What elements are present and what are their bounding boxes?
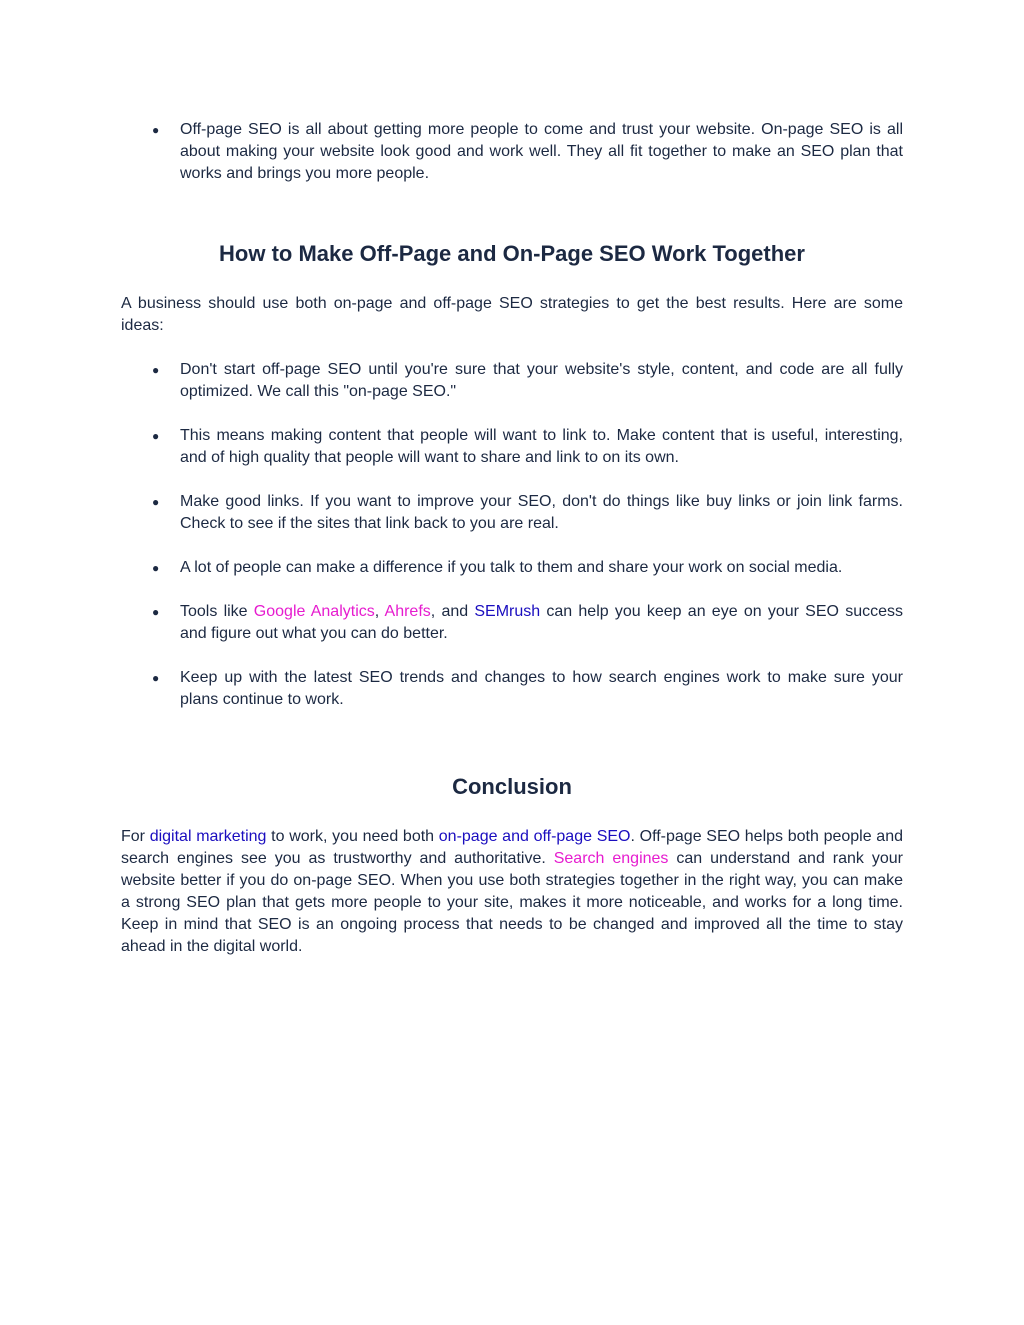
list-item <box>121 491 903 535</box>
conclusion-heading: Conclusion <box>452 774 572 799</box>
list-item <box>121 359 903 403</box>
list-item-text: This means making content that people will want to link to. Make content that is useful, interesting, and of high quality that people will want to share and link to on its own. <box>180 427 903 466</box>
list-item-text: Make good links. If you want to improve your SEO, don't do things like buy links or join link farms. Check to see if the sites that link back to you are real. <box>180 493 903 532</box>
list-item-text: Don't start off-page SEO until you're sure that your website's style, content, and code are all fully optimized. We call this "on-page SEO." <box>180 361 903 400</box>
text-run: . Off-page SEO helps both people and search engines see you as trustworthy and authoritative. <box>121 828 904 867</box>
link-ahrefs[interactable]: Ahrefs <box>384 603 431 620</box>
bullet-icon: ● <box>152 429 160 443</box>
link-google-analytics[interactable]: Google Analytics <box>253 603 375 620</box>
text-run: can understand and rank your website better if you do on-page SEO. When you use both strategies together in the right way, you can make a strong SEO plan that gets more people to your site, makes it more noticeable, and works for a long time. Keep in mind that SEO is an ongoing process that needs to be changed and improved all the time to stay ahead in the digital world. <box>121 850 904 955</box>
link-search-engines[interactable]: Search engines <box>553 850 669 867</box>
list-item <box>121 119 903 185</box>
text-run: Tools like <box>180 603 254 620</box>
list-item-text <box>180 603 903 642</box>
list-item <box>121 601 903 645</box>
section-intro: A business should use both on-page and off-page SEO strategies to get the best results. Here are some ideas: <box>121 295 903 334</box>
list-item-text: A lot of people can make a difference if you talk to them and share your work on social media. <box>180 559 843 576</box>
bullet-icon: ● <box>152 561 160 575</box>
list-item <box>121 425 903 469</box>
link-digital-marketing[interactable]: digital marketing <box>149 828 267 845</box>
section-heading: How to Make Off-Page and On-Page SEO Work Together <box>219 241 805 266</box>
list-item-text: Off-page SEO is all about getting more people to come and trust your website. On-page SEO is all about making your website look good and work well. They all fit together to make an SEO plan that works and brings you more people. <box>180 121 903 182</box>
list-item <box>121 667 903 711</box>
ideas-bullet-list <box>121 359 903 711</box>
text-run: can help you keep an eye on your SEO success and figure out what you can do better. <box>180 603 903 642</box>
bullet-icon: ● <box>152 671 160 685</box>
intro-bullet-list <box>121 119 903 185</box>
text-run: , <box>374 603 385 620</box>
text-run: to work, you need both <box>266 828 439 845</box>
bullet-icon: ● <box>152 495 160 509</box>
list-item <box>121 557 903 579</box>
text-run: , and <box>430 603 475 620</box>
bullet-icon: ● <box>152 123 160 137</box>
text-run: For <box>121 828 150 845</box>
list-item-text: Keep up with the latest SEO trends and changes to how search engines work to make sure your plans continue to work. <box>180 669 903 708</box>
bullet-icon: ● <box>152 605 160 619</box>
conclusion-paragraph <box>121 826 903 958</box>
link-semrush[interactable]: SEMrush <box>474 603 541 620</box>
link-on-page-off-page-seo[interactable]: on-page and off-page SEO <box>438 828 631 845</box>
document-page <box>121 119 903 958</box>
bullet-icon: ● <box>152 363 160 377</box>
